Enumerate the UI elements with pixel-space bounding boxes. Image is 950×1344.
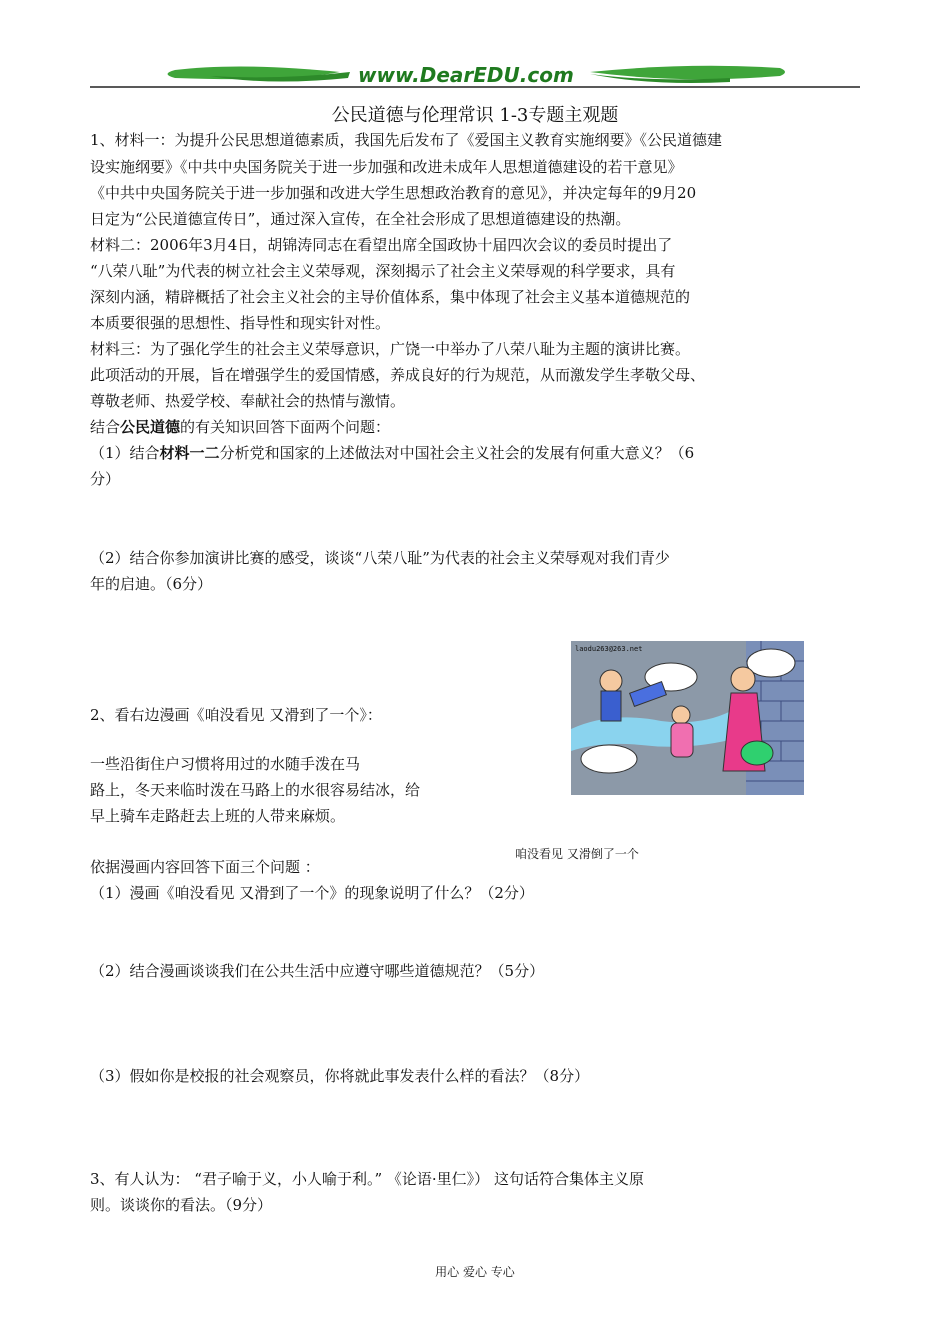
- q2-sub1: （1）漫画《咱没看见 又滑到了一个》的现象说明了什么？（2分）: [90, 884, 534, 902]
- q1-line: 日定为“公民道德宣传日”，通过深入宣传，在全社会形成了思想道德建设的热潮。: [90, 210, 631, 228]
- q2-prompt: 依据漫画内容回答下面三个问题 ：: [90, 858, 320, 876]
- q2-sub3: （3）假如你是校报的社会观察员，你将就此事发表什么样的看法？（8分）: [90, 1067, 590, 1085]
- q2-sub2: （2）结合漫画谈谈我们在公共生活中应遵守哪些道德规范？（5分）: [90, 962, 545, 980]
- q3-line: 则。谈谈你的看法。（9分）: [90, 1196, 273, 1214]
- logo-text: www.DearEDU.com: [358, 63, 574, 87]
- q2-heading: 2、看右边漫画《咱没看见 又滑到了一个》：: [90, 706, 382, 724]
- prompt-text: 的有关知识回答下面两个问题：: [180, 418, 391, 436]
- q1-sub2-line2: 年的启迪。（6分）: [90, 575, 213, 593]
- cartoon-watermark: laodu263@263.net: [575, 645, 643, 653]
- prompt-text: 结合: [90, 418, 121, 436]
- page-title: 公民道德与伦理常识 1-3专题主观题: [331, 105, 619, 126]
- sub1-bold: 材料一二: [159, 444, 220, 462]
- q1-line: 此项活动的开展，旨在增强学生的爱国情感，养成良好的行为规范，从而激发学生孝敬父母、: [90, 366, 706, 384]
- slipping-cartoon-illustration: [571, 641, 804, 795]
- cartoon-caption: 咱没看见 又滑倒了一个: [515, 847, 639, 861]
- q1-line: 深刻内涵，精辟概括了社会主义社会的主导价值体系，集中体现了社会主义基本道德规范的: [90, 288, 691, 306]
- q3-line: 3、有人认为： “君子喻于义，小人喻于利。” 《论语·里仁》） 这句话符合集体主义原: [90, 1170, 644, 1188]
- cartoon-image: [571, 641, 804, 795]
- q1-line: 《中共中央国务院关于进一步加强和改进大学生思想政治教育的意见》，并决定每年的9月20: [90, 184, 697, 202]
- q1-line: 1、材料一：为提升公民思想道德素质，我国先后发布了《爱国主义教育实施纲要》《公民道德建: [90, 131, 723, 149]
- q1-line: 材料二：2006年3月4日，胡锦涛同志在看望出席全国政协十届四次会议的委员时提出了: [90, 236, 673, 254]
- header-banner: [90, 58, 860, 92]
- q1-line: 本质要很强的思想性、指导性和现实针对性。: [90, 314, 391, 332]
- prompt-bold: 公民道德: [120, 418, 181, 436]
- q1-line: 设实施纲要》《中共中央国务院关于进一步加强和改进未成年人思想道德建设的若干意见》: [90, 158, 683, 176]
- q1-sub1-line2: 分）: [90, 470, 121, 488]
- q1-line: 尊敬老师、热爱学校、奉献社会的热情与激情。: [90, 392, 406, 410]
- page-footer: 用心 爱心 专心: [435, 1265, 515, 1279]
- q2-desc: 一些沿街住户习惯将用过的水随手泼在马: [90, 755, 361, 773]
- q1-prompt: [90, 417, 390, 437]
- q2-desc: 早上骑车走路赶去上班的人带来麻烦。: [90, 807, 346, 825]
- q1-line: “八荣八耻”为代表的树立社会主义荣辱观，深刻揭示了社会主义荣辱观的科学要求，具有: [90, 262, 676, 280]
- q1-sub2: （2）结合你参加演讲比赛的感受，谈谈“八荣八耻”为代表的社会主义荣辱观对我们青少: [90, 549, 670, 567]
- q1-line: 材料三：为了强化学生的社会主义荣辱意识，广饶一中举办了八荣八耻为主题的演讲比赛。: [90, 340, 691, 358]
- leaf-swoosh-logo: [90, 58, 860, 92]
- sub1-text: （1）结合: [90, 444, 160, 462]
- sub1-text: 分析党和国家的上述做法对中国社会主义社会的发展有何重大意义？（6: [219, 444, 695, 462]
- q1-sub1: [90, 443, 694, 463]
- q2-desc: 路上，冬天来临时泼在马路上的水很容易结冰，给: [90, 781, 421, 799]
